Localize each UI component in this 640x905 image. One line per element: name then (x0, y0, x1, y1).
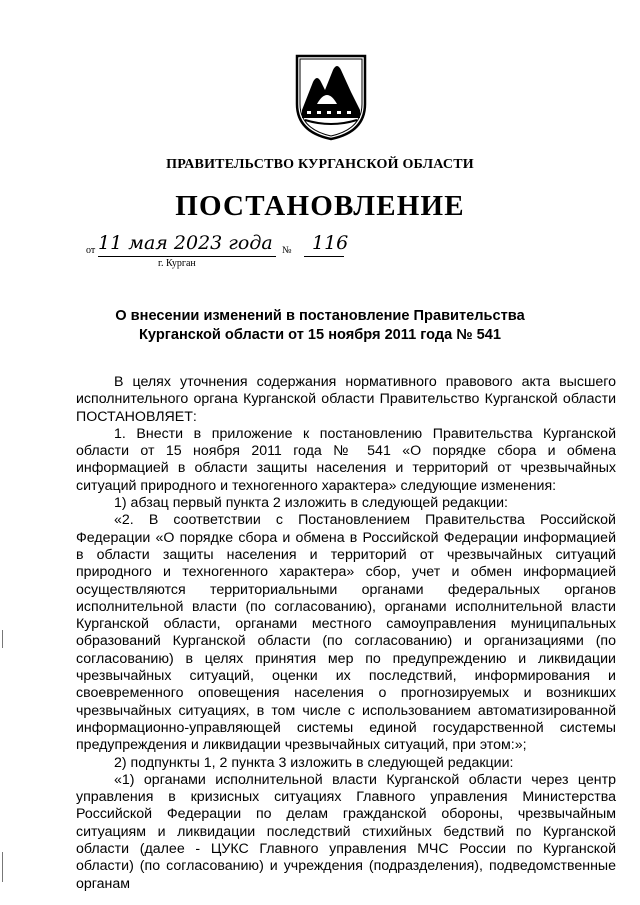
body-paragraph: «2. В соответствии с Постановлением Правительства Российской Федерации «О порядке сбора и обмена в Российской Федерации информацией в области защиты населения и территорий от чрезвычайных ситуаций природного и техногенного характера» сбор, учет и обмен информацией осуществляются территориальными органами федеральных органов исполнительной власти (по согласованию), органами исполнительной власти Курганской области, органами местного самоуправления муниципальных образований Курганской области (по согласованию) и организациями (по согласованию) в целях принятия мер по предупреждению и ликвидации чрезвычайных ситуаций, оценки их последствий, информирования и своевременного оповещения населения о прогнозируемых и возникших чрезвычайных ситуациях, в том числе с использованием автоматизированной информационно-управляющей системы единой государственной системы предупреждения и ликвидации чрезвычайных ситуаций, при этом:»; (76, 512, 616, 754)
document-city: г. Курган (158, 258, 196, 269)
document-number: 116 (312, 232, 349, 254)
coat-of-arms-icon (293, 52, 369, 142)
scan-artifact (2, 630, 3, 648)
body-paragraph: «1) органами исполнительной власти Курганской области через центр управления в кризисных ситуациях Главного управления Министерства Российской Федерации по делам гражданской обороны, чрезвычайным ситуациям и ликвидации последствий стихийных бедствий по Курганской области (далее - ЦУКС Главного управления МЧС России по Курганской области) (по согласованию) и учреждения (подразделения), подведомственные органам (76, 771, 616, 892)
document-title (90, 307, 550, 345)
date-label: от (86, 245, 96, 256)
body-paragraph: В целях уточнения содержания нормативного правового акта высшего исполнительного органа Курганской области Правительство Курганской области ПОСТАНОВЛЯЕТ: (76, 374, 616, 425)
document-type: ПОСТАНОВЛЕНИЕ (175, 190, 465, 222)
title-line-1: О внесении изменений в постановление Правительства (115, 308, 525, 324)
number-label: № (282, 245, 292, 256)
body-paragraph: 2) подпункты 1, 2 пункта 3 изложить в следующей редакции: (114, 754, 514, 771)
document-body (76, 374, 616, 893)
number-underline (304, 256, 344, 257)
date-underline (98, 256, 276, 257)
document-date: 11 мая 2023 года (98, 232, 273, 254)
body-paragraph: 1) абзац первый пункта 2 изложить в следующей редакции: (114, 495, 508, 512)
government-name: ПРАВИТЕЛЬСТВО КУРГАНСКОЙ ОБЛАСТИ (166, 157, 474, 172)
document-meta (86, 232, 386, 272)
title-line-2: Курганской области от 15 ноября 2011 года № 541 (139, 327, 501, 343)
body-paragraph: 1. Внести в приложение к постановлению Правительства Курганской области от 15 ноября 2011 года № 541 «О порядке сбора и обмена информацией в области защиты населения и территорий от чрезвычайных ситуаций природного и техногенного характера» следующие изменения: (76, 425, 616, 494)
scan-artifact (2, 852, 3, 882)
